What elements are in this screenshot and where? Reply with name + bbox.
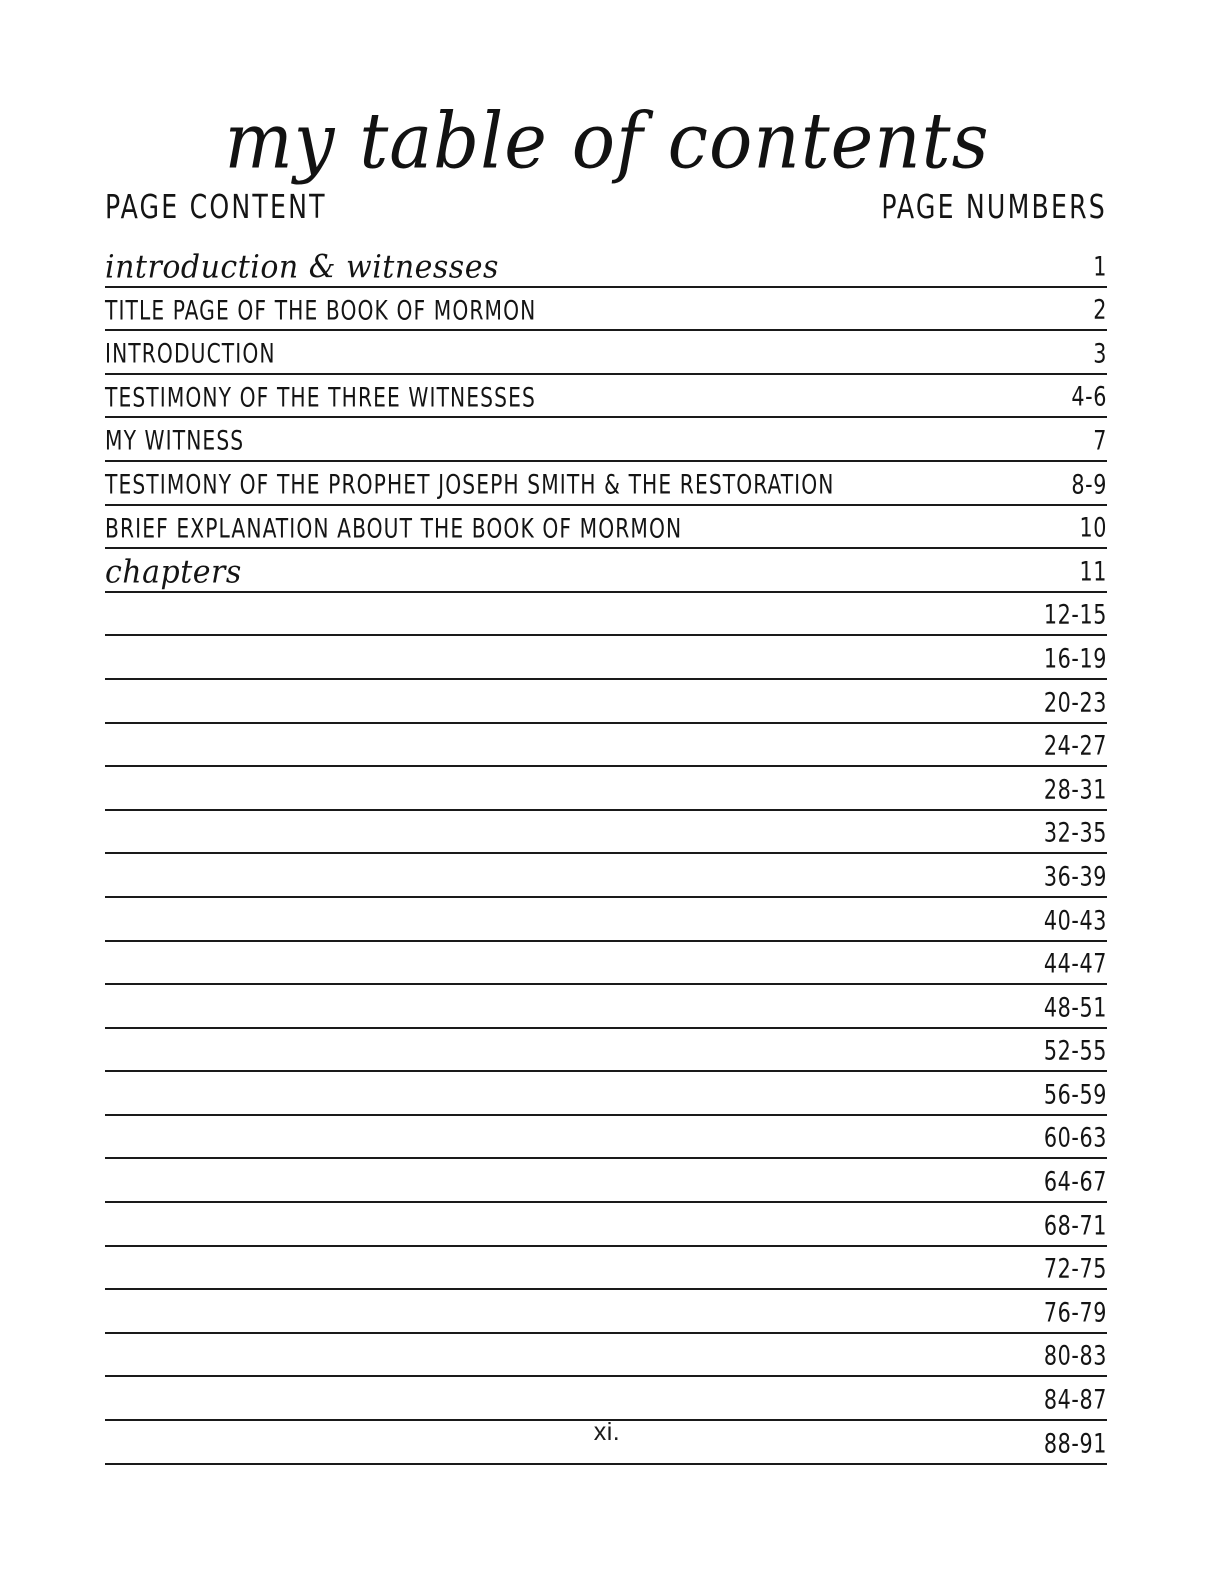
table-row[interactable]: [105, 898, 1107, 942]
table-row[interactable]: [105, 724, 1107, 768]
toc-entry-page-number: 48-51: [1043, 993, 1107, 1024]
table-row[interactable]: [105, 1203, 1107, 1247]
toc-entry-page-number: 12-15: [1043, 600, 1107, 631]
toc-entry-page-number: 11: [1079, 557, 1107, 588]
toc-entry-page-number: 36-39: [1043, 862, 1107, 893]
toc-entry-page-number: 72-75: [1043, 1254, 1107, 1285]
table-row[interactable]: [105, 1159, 1107, 1203]
table-row[interactable]: [105, 331, 1107, 375]
table-row[interactable]: [105, 767, 1107, 811]
toc-entry-page-number: 76-79: [1043, 1298, 1107, 1329]
table-row[interactable]: [105, 462, 1107, 506]
toc-entry-label: introduction & witnesses: [105, 248, 499, 286]
table-row[interactable]: [105, 375, 1107, 419]
toc-entry-page-number: 20-23: [1043, 687, 1107, 719]
table-row[interactable]: [105, 985, 1107, 1029]
table-row[interactable]: [105, 1029, 1107, 1073]
table-row[interactable]: [105, 1290, 1107, 1334]
toc-entry-page-number: 8-9: [1071, 469, 1107, 501]
toc-entry-label: TESTIMONY OF THE THREE WITNESSES: [105, 382, 536, 414]
table-row[interactable]: [105, 854, 1107, 898]
table-row[interactable]: [105, 680, 1107, 724]
table-row[interactable]: [105, 244, 1107, 288]
table-row[interactable]: [105, 1072, 1107, 1116]
toc-entry-label: INTRODUCTION: [105, 338, 276, 370]
toc-entry-page-number: 32-35: [1043, 818, 1107, 849]
toc-entry-page-number: 2: [1093, 295, 1107, 326]
column-header-page-numbers: PAGE NUMBERS: [881, 187, 1107, 227]
toc-entry-page-number: 3: [1093, 339, 1107, 370]
table-row[interactable]: [105, 418, 1107, 462]
table-of-contents: [105, 187, 1107, 1465]
toc-row-list: [105, 244, 1107, 1465]
table-row[interactable]: [105, 1334, 1107, 1378]
toc-entry-page-number: 44-47: [1043, 949, 1107, 980]
toc-entry-page-number: 4-6: [1071, 382, 1107, 413]
toc-entry-page-number: 1: [1093, 251, 1107, 283]
toc-entry-label: TESTIMONY OF THE PROPHET JOSEPH SMITH & THE RESTORATION: [105, 469, 835, 501]
toc-entry-page-number: 16-19: [1043, 644, 1107, 675]
table-row[interactable]: [105, 1377, 1107, 1421]
toc-entry-page-number: 7: [1093, 426, 1107, 457]
toc-entry-page-number: 68-71: [1043, 1211, 1107, 1242]
table-row[interactable]: [105, 942, 1107, 986]
toc-entry-label: chapters: [105, 554, 242, 591]
table-row[interactable]: [105, 549, 1107, 593]
toc-entry-label: BRIEF EXPLANATION ABOUT THE BOOK OF MORMON: [105, 512, 683, 545]
toc-entry-page-number: 64-67: [1043, 1167, 1107, 1198]
column-header-page-content: PAGE CONTENT: [105, 187, 327, 227]
toc-entry-label: MY WITNESS: [105, 425, 245, 457]
page-title: my table of contents: [224, 96, 990, 186]
toc-entry-label: TITLE PAGE OF THE BOOK OF MORMON: [105, 294, 537, 327]
toc-entry-page-number: 10: [1079, 513, 1107, 544]
toc-entry-page-number: 28-31: [1043, 775, 1107, 806]
table-row[interactable]: [105, 593, 1107, 637]
table-row[interactable]: [105, 1116, 1107, 1160]
toc-entry-page-number: 60-63: [1043, 1123, 1107, 1154]
table-row[interactable]: [105, 636, 1107, 680]
toc-entry-page-number: 80-83: [1043, 1341, 1107, 1372]
table-row[interactable]: [105, 506, 1107, 550]
toc-entry-page-number: 40-43: [1043, 905, 1107, 937]
toc-entry-page-number: 52-55: [1043, 1036, 1107, 1067]
toc-entry-page-number: 84-87: [1043, 1385, 1107, 1416]
table-row[interactable]: [105, 811, 1107, 855]
table-row[interactable]: [105, 288, 1107, 332]
page-footer-number: xi.: [593, 1418, 621, 1446]
column-headers: [105, 187, 1107, 232]
toc-entry-page-number: 88-91: [1043, 1428, 1107, 1460]
toc-entry-page-number: 56-59: [1043, 1080, 1107, 1111]
table-row[interactable]: [105, 1247, 1107, 1291]
toc-entry-page-number: 24-27: [1043, 731, 1107, 762]
